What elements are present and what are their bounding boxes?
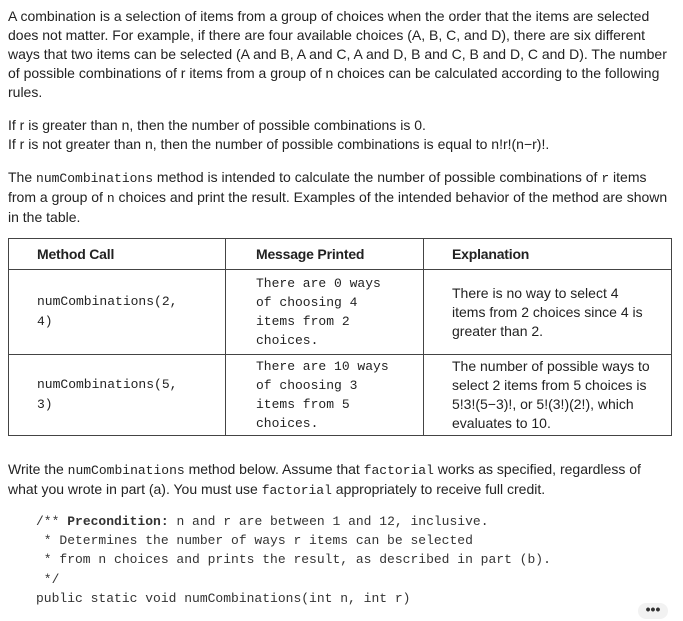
- explanation-cell: The number of possible ways to select 2 items from 5 choices is 5!3!(5−3)!, or 5!(3!)(2!), which evaluates to 10.: [424, 355, 672, 436]
- task-paragraph: [8, 460, 673, 500]
- method-call-cell: [9, 355, 226, 436]
- examples-table: [8, 238, 672, 436]
- method-signature: public static void numCombinations(int n, int r): [36, 590, 411, 606]
- var-r-code: r: [601, 171, 610, 186]
- header-message-printed: Message Printed: [226, 239, 424, 270]
- code-block: [36, 512, 551, 608]
- text-segment: method is intended to calculate the number of possible combinations of: [153, 169, 602, 185]
- header-explanation: Explanation: [424, 239, 672, 270]
- rule-greater: If r is greater than n, then the number of possible combinations is 0.: [8, 117, 426, 133]
- code-line: * from n choices and prints the result, as described in part (b).: [36, 552, 551, 568]
- call-text: numCombinations(2,: [37, 294, 178, 309]
- factorial-code: factorial: [363, 463, 434, 478]
- table-row: [9, 270, 672, 355]
- code-line: * Determines the number of ways r items can be selected: [36, 533, 473, 549]
- table-row: [9, 355, 672, 436]
- text-segment: method below. Assume that: [184, 461, 364, 477]
- precondition-label: Precondition:: [67, 514, 169, 529]
- method-call-cell: [9, 270, 226, 355]
- explanation-cell: There is no way to select 4 items from 2 choices since 4 is greater than 2.: [424, 270, 672, 355]
- table-header-row: [9, 239, 672, 270]
- factorial-code: factorial: [261, 483, 332, 498]
- more-options-button[interactable]: •••: [638, 603, 668, 619]
- call-text: 4): [37, 314, 53, 329]
- message-cell: There are 10 ways of choosing 3 items from 5 choices.: [226, 355, 424, 436]
- var-n-code: n: [106, 191, 115, 206]
- code-line: */: [36, 571, 60, 587]
- intro-paragraph: A combination is a selection of items from a group of choices when the order that the items are selected does not matter. For example, if there are four available choices (A, B, C, and D), there are six different ways that two items can be selected (A and B, A and C, A and D, B and C, B and D, C and D). The number of possible combinations of r items from a group of n choices can be calculated according to the following rules.: [8, 8, 667, 100]
- text-segment: works as specified, regardless of what you wrote in part (a). You must use: [8, 461, 641, 497]
- text-segment: The: [8, 169, 37, 185]
- rule-not-greater: If r is not greater than n, then the number of possible combinations is equal to n!r!(n−r)!.: [8, 136, 550, 152]
- method-name-code: numCombinations: [67, 463, 185, 478]
- method-name-code: numCombinations: [36, 171, 154, 186]
- rules-paragraph: [8, 116, 673, 154]
- text-segment: appropriately to receive full credit.: [331, 481, 546, 497]
- text-segment: items from a group of: [8, 169, 647, 205]
- text-segment: choices and print the result. Examples of the intended behavior of the method are shown in the table.: [8, 189, 668, 225]
- method-description: [8, 168, 673, 227]
- call-text: 3): [37, 397, 53, 412]
- text-segment: Write the: [8, 461, 68, 477]
- message-cell: There are 0 ways of choosing 4 items from 2 choices.: [226, 270, 424, 355]
- header-method-call: Method Call: [9, 239, 226, 270]
- code-line: /** Precondition: n and r are between 1 and 12, inclusive.: [36, 514, 489, 529]
- call-text: numCombinations(5,: [37, 377, 178, 392]
